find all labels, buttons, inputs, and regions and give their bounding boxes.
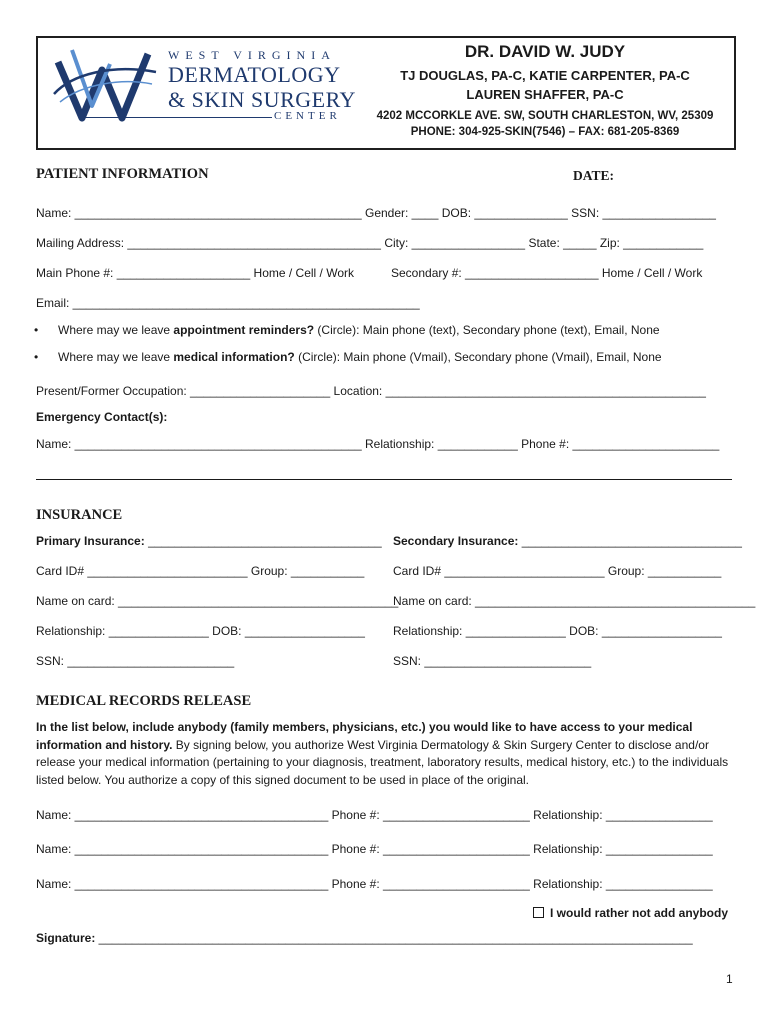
- clinic-logo: [52, 44, 356, 134]
- appointment-reminders-option[interactable]: [34, 323, 660, 337]
- release-contact-row-1[interactable]: Name: ______________________________________ Phone #: ______________________ Relationship: ________________: [36, 808, 713, 822]
- secondary-insurance-field[interactable]: [393, 534, 742, 548]
- secondary-relationship-dob-field[interactable]: Relationship: _______________ DOB: __________________: [393, 624, 722, 638]
- name-gender-dob-ssn-field[interactable]: Name: ___________________________________________ Gender: ____ DOB: ______________ SSN: _________________: [36, 206, 716, 220]
- secondary-card-id-field[interactable]: Card ID# ________________________ Group: ___________: [393, 564, 722, 578]
- email-field[interactable]: Email: ____________________________________________________: [36, 296, 420, 310]
- practice-phone: PHONE: 304-925-SKIN(7546) – FAX: 681-205-8369: [410, 126, 680, 138]
- primary-relationship-dob-field[interactable]: Relationship: _______________ DOB: __________________: [36, 624, 365, 638]
- practice-address: 4202 MCCORKLE AVE. SW, SOUTH CHARLESTON, WV, 25309: [376, 110, 714, 122]
- date-label: DATE:: [573, 168, 615, 183]
- medical-information-option[interactable]: [34, 350, 662, 364]
- patient-info-heading: PATIENT INFORMATION: [36, 166, 209, 182]
- opt-out-label: I would rather not add anybody: [550, 906, 729, 920]
- release-contact-row-3[interactable]: Name: ______________________________________ Phone #: ______________________ Relationship: ________________: [36, 877, 713, 891]
- providers-line-1: TJ DOUGLAS, PA-C, KATIE CARPENTER, PA-C: [400, 68, 690, 83]
- records-release-heading: MEDICAL RECORDS RELEASE: [36, 693, 252, 709]
- bullet-icon: •: [34, 323, 39, 337]
- secondary-insurance-blank: _________________________________: [521, 534, 742, 548]
- bullet-1-bold: appointment reminders?: [173, 323, 315, 337]
- bullet-2-pre: Where may we leave: [58, 350, 174, 364]
- signature-field[interactable]: [36, 931, 693, 945]
- bullet-2-post: (Circle): Main phone (Vmail), Secondary phone (Vmail), Email, None: [294, 350, 662, 364]
- emergency-contact-extra-line[interactable]: [36, 479, 732, 480]
- opt-out-checkbox-option[interactable]: [533, 906, 728, 920]
- primary-name-on-card-field[interactable]: Name on card: __________________________________________: [36, 594, 399, 608]
- release-contact-row-2[interactable]: Name: ______________________________________ Phone #: ______________________ Relationship: ________________: [36, 842, 713, 856]
- emergency-contact-field[interactable]: Name: ___________________________________________ Relationship: ____________ Phone #: ______________________: [36, 437, 720, 451]
- bullet-2-bold: medical information?: [173, 350, 295, 364]
- emergency-contact-label: Emergency Contact(s):: [36, 410, 168, 424]
- occupation-location-field[interactable]: Present/Former Occupation: _____________________ Location: ________________________________________________: [36, 384, 706, 398]
- main-phone-field[interactable]: Main Phone #: ____________________ Home / Cell / Work: [36, 266, 354, 280]
- primary-insurance-blank: ___________________________________: [148, 534, 382, 548]
- bullet-1-post: (Circle): Main phone (text), Secondary phone (text), Email, None: [314, 323, 660, 337]
- logo-line-3: & SKIN SURGERY: [168, 87, 356, 112]
- records-intro-bold: In the list below, include anybody (family members, physicians, etc.) you would like to have access to your medical information and history.: [36, 720, 693, 752]
- logo-line-1: WEST VIRGINIA: [168, 48, 336, 62]
- signature-blank: _________________________________________________________________________________________: [98, 931, 693, 945]
- records-intro-rest: By signing below, you authorize West Virginia Dermatology & Skin Surgery Center to disclose and/or release your medical information (pertaining to your diagnosis, treatment, laboratory results, medical history, etc.) to the individuals listed below. You authorize a copy of this signed document to be used in place of the original.: [36, 737, 729, 787]
- secondary-insurance-label: Secondary Insurance:: [393, 534, 522, 548]
- checkbox-icon[interactable]: [533, 907, 544, 918]
- secondary-ssn-field[interactable]: SSN: _________________________: [393, 654, 592, 668]
- records-release-intro: [36, 719, 736, 789]
- insurance-heading: INSURANCE: [36, 507, 123, 523]
- logo-line-4: CENTER: [274, 110, 341, 122]
- page-number: 1: [726, 972, 733, 986]
- primary-card-id-field[interactable]: Card ID# ________________________ Group: ___________: [36, 564, 365, 578]
- mailing-address-field[interactable]: Mailing Address: ______________________________________ City: _________________ State: _____ Zip: ____________: [36, 236, 704, 250]
- secondary-phone-field[interactable]: Secondary #: ____________________ Home / Cell / Work: [391, 266, 703, 280]
- primary-insurance-field[interactable]: [36, 534, 382, 548]
- logo-line-2: DERMATOLOGY: [168, 62, 341, 87]
- practice-info: [360, 40, 730, 138]
- primary-insurance-label: Primary Insurance:: [36, 534, 149, 548]
- providers-line-2: LAUREN SHAFFER, PA-C: [466, 87, 624, 102]
- primary-ssn-field[interactable]: SSN: _________________________: [36, 654, 235, 668]
- signature-label: Signature:: [36, 931, 99, 945]
- wv-logo-mark-icon: [52, 44, 162, 126]
- secondary-name-on-card-field[interactable]: Name on card: __________________________________________: [393, 594, 756, 608]
- logo-rule: [82, 117, 272, 118]
- bullet-icon: •: [34, 350, 39, 364]
- doctor-name: DR. DAVID W. JUDY: [464, 42, 626, 61]
- bullet-1-pre: Where may we leave: [58, 323, 174, 337]
